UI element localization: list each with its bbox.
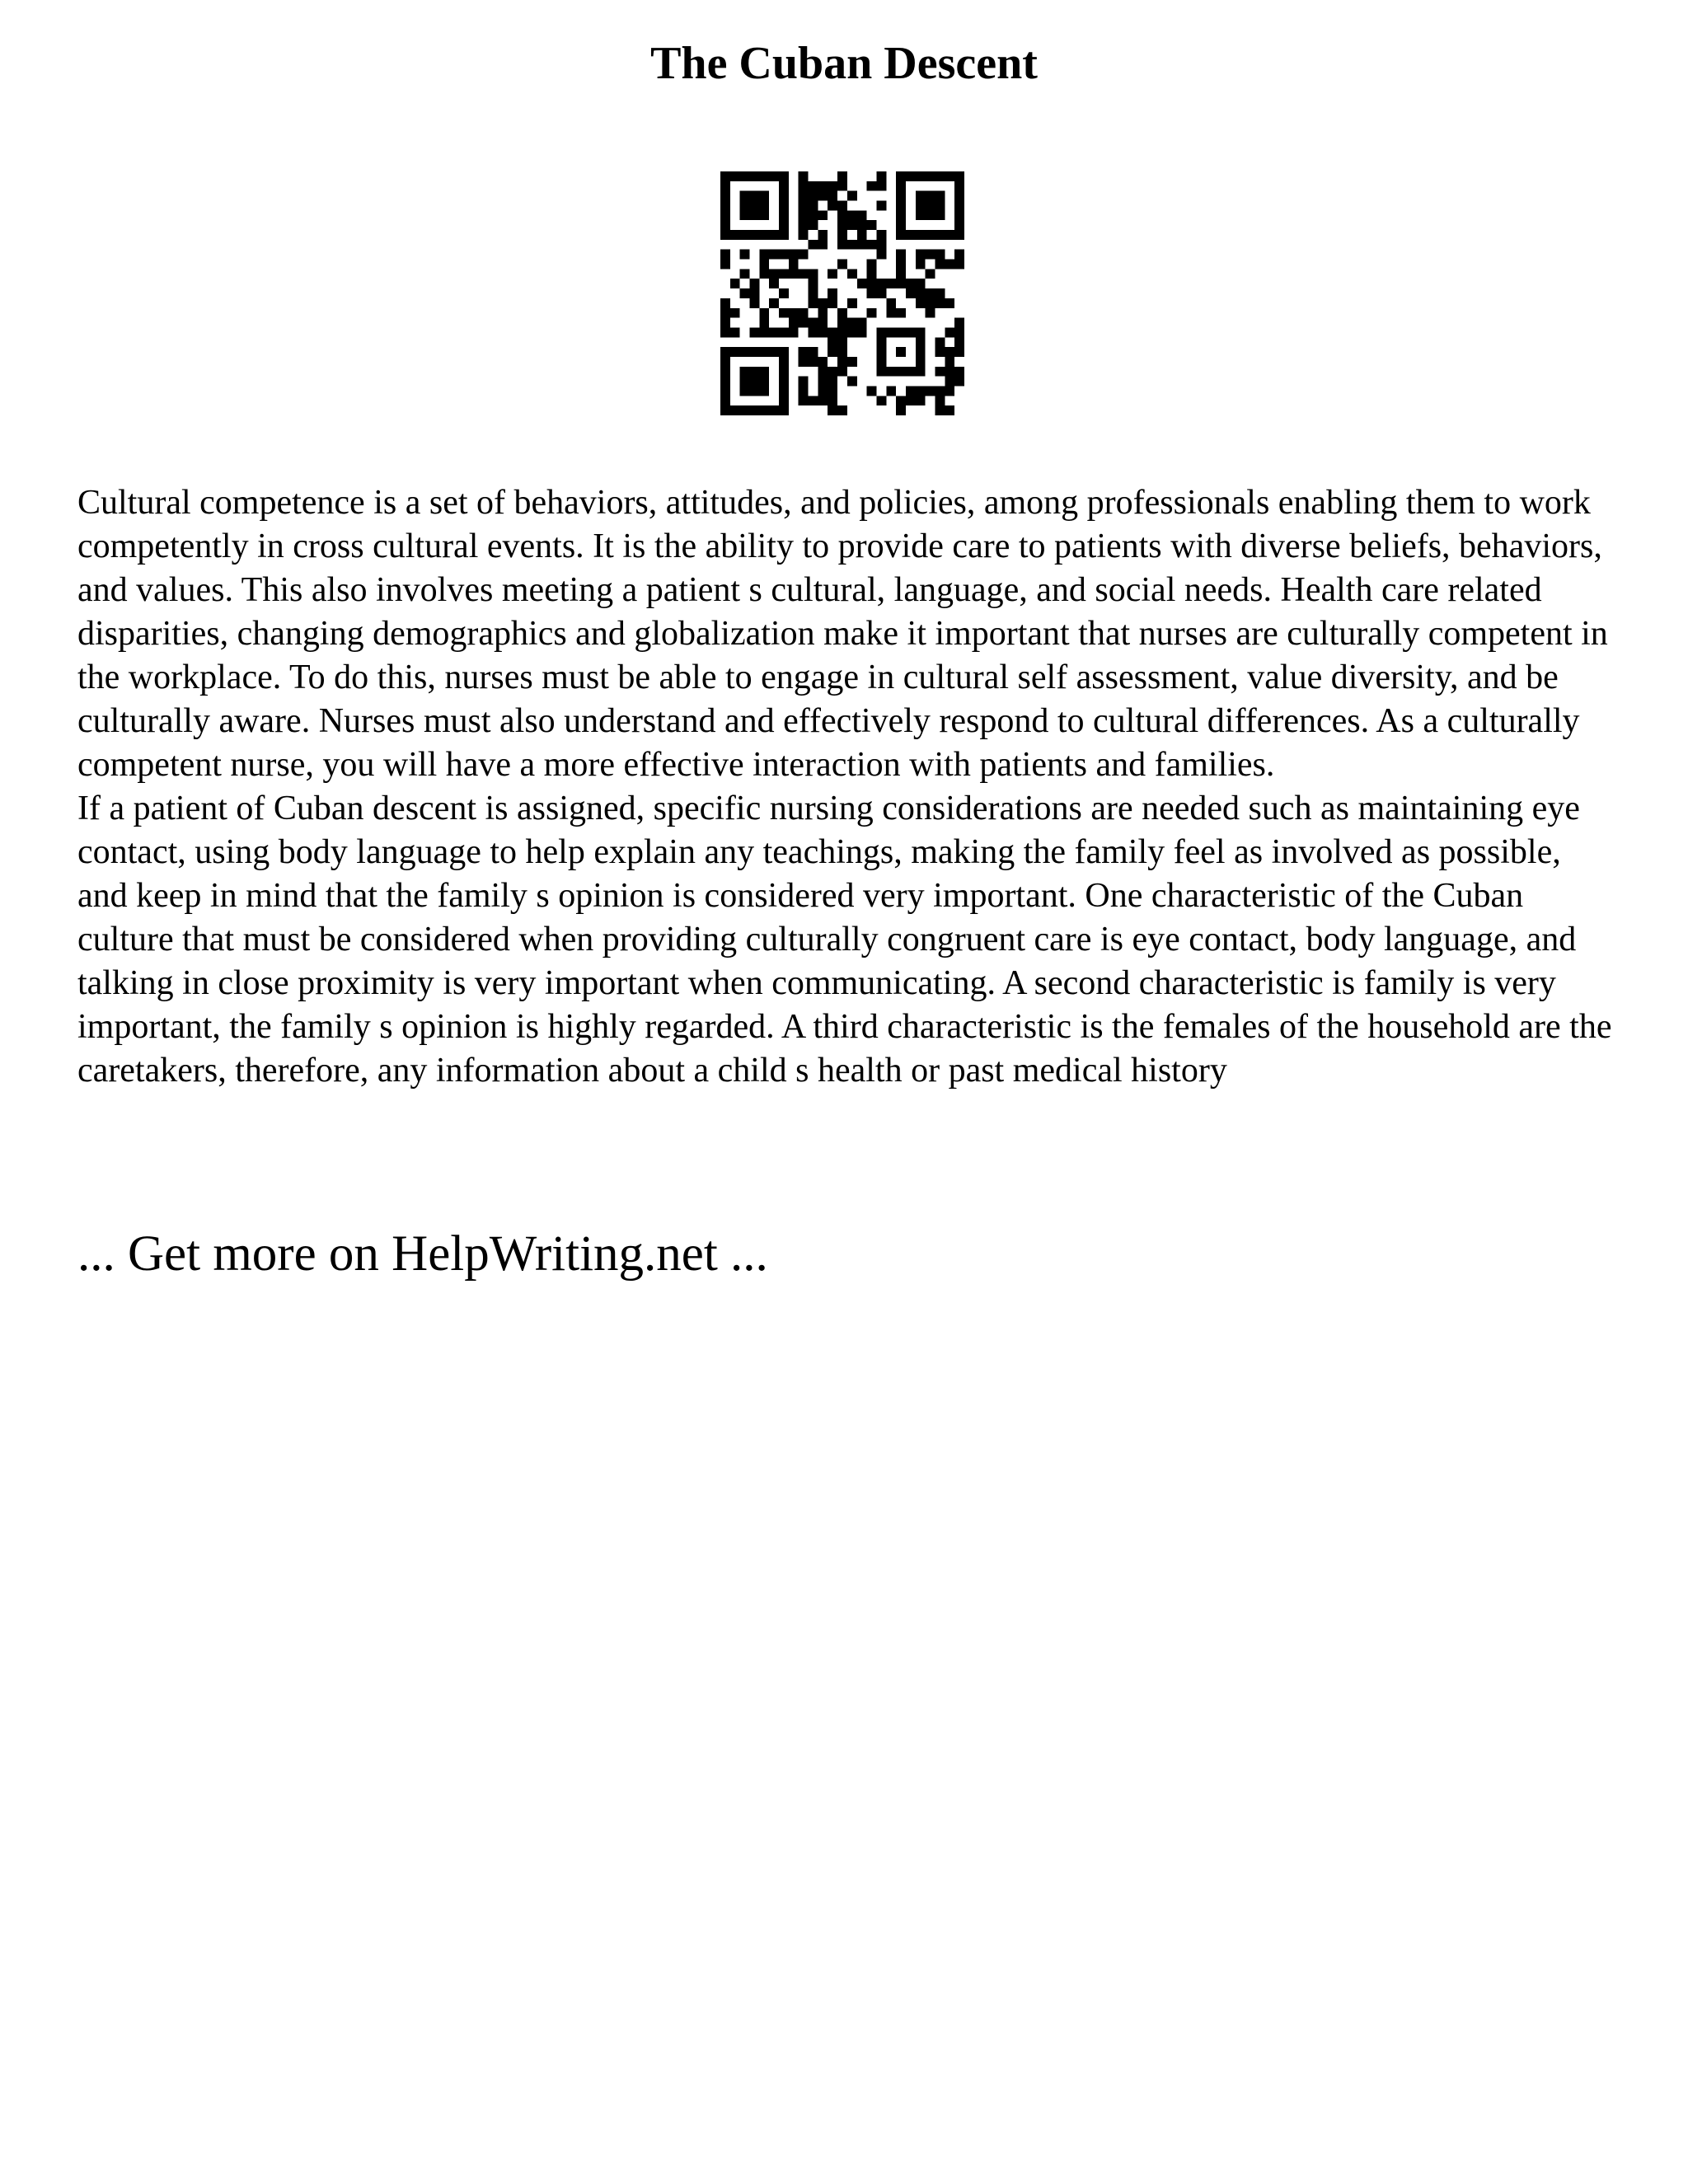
paragraph: If a patient of Cuban descent is assigned, specific nursing considerations are needed such as maintaining eye contact, using body language to help explain any teachings, making the family feel as involved as possible, and keep in mind that the family s opinion is considered very important. One characteristic of the Cuban culture that must be considered when providing culturally congruent care is eye contact, body language, and talking in close proximity is very important when communicating. A second characteristic is family is very important, the family s opinion is highly regarded. A third characteristic is the females of the household are the caretakers, therefore, any information about a child s health or past medical history: [77, 790, 1612, 1090]
get-more-link[interactable]: ... Get more on HelpWriting.net ...: [77, 1226, 768, 1282]
paragraph: Cultural competence is a set of behaviors, attitudes, and policies, among professionals enabling them to work competently in cross cultural events. It is the ability to provide care to patients with diverse beliefs, behaviors, and values. This also involves meeting a patient s cultural, language, and social needs. Health care related disparities, changing demographics and globalization make it important that nurses are culturally competent in the workplace. To do this, nurses must be able to engage in cultural self assessment, value diversity, and be culturally aware. Nurses must also understand and effectively respond to cultural differences. As a culturally competent nurse, you will have a more effective interaction with patients and families.: [77, 484, 1608, 784]
article-body: [77, 481, 1619, 1093]
qr-code-icon: [720, 171, 964, 415]
page-title: The Cuban Descent: [650, 38, 1038, 89]
